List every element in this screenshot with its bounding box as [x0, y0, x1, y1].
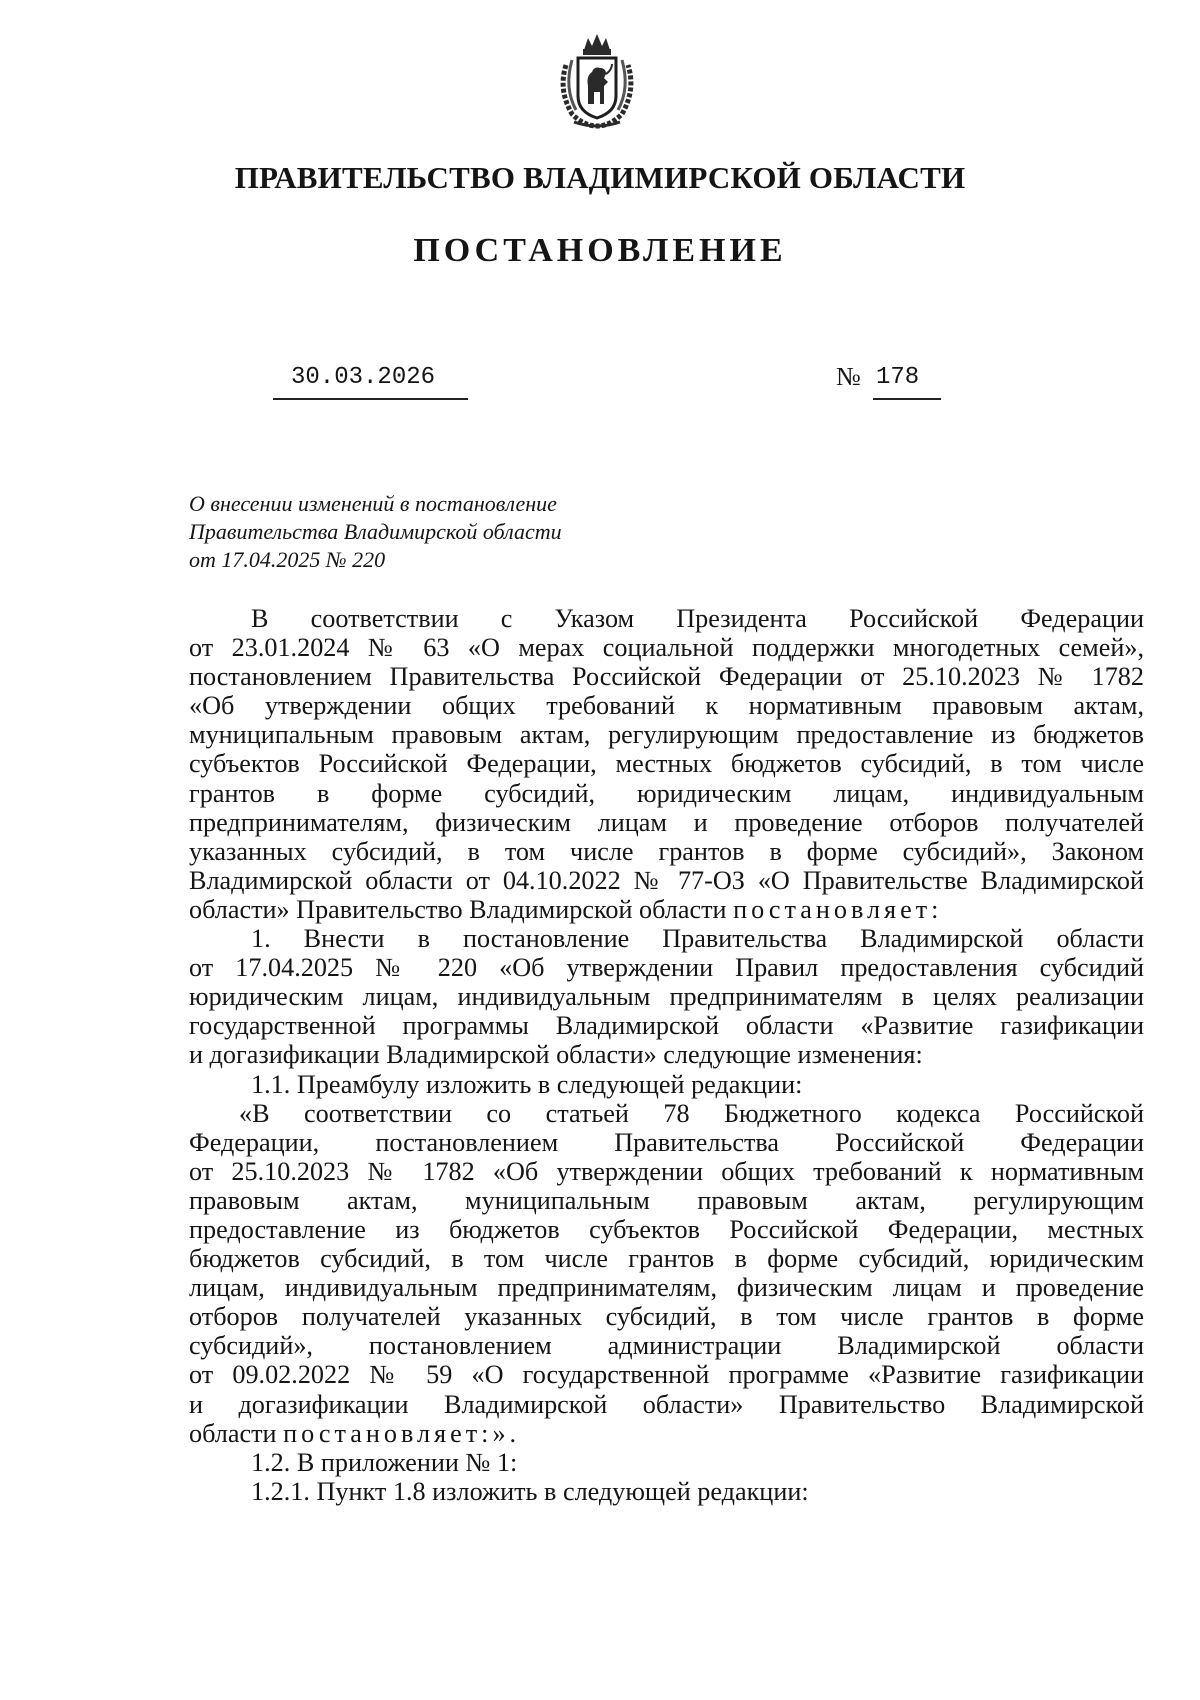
- body-line: постановлением Правительства Российской Федерации от 25.10.2023 № 1782: [189, 662, 1144, 692]
- body-line: 1.1. Преамбулу изложить в следующей редакции:: [251, 1069, 803, 1099]
- coat-of-arms-icon: [554, 30, 640, 130]
- subject-line: от 17.04.2025 № 220: [189, 547, 386, 572]
- document-subject: [189, 490, 562, 574]
- body-line: 1. Внести в постановление Правительства Владимирской области: [251, 924, 1144, 954]
- body-line: «В соответствии со статьей 78 Бюджетного кодекса Российской: [239, 1098, 1144, 1128]
- body-line: «Об утверждении общих требований к нормативным правовым актам,: [189, 691, 1144, 721]
- body-line: субъектов Российской Федерации, местных бюджетов субсидий, в том числе: [189, 749, 1144, 779]
- subject-line: О внесении изменений в постановление: [189, 491, 557, 516]
- body-line: предоставление из бюджетов субъектов Российской Федерации, местных: [189, 1214, 1144, 1244]
- body-line: субсидий», постановлением администрации Владимирской области: [189, 1331, 1144, 1361]
- organization-name: ПРАВИТЕЛЬСТВО ВЛАДИМИРСКОЙ ОБЛАСТИ: [234, 160, 966, 195]
- document-type: ПОСТАНОВЛЕНИЕ: [413, 232, 787, 269]
- body-line-text: области» Правительство Владимирской области: [189, 894, 727, 924]
- document-number: 178: [876, 364, 920, 391]
- decree-word: постановляет:».: [283, 1418, 521, 1448]
- body-line: грантов в форме субсидий, юридическим лицам, индивидуальным: [189, 778, 1144, 808]
- body-line: от 09.02.2022 № 59 «О государственной программе «Развитие газификации: [189, 1360, 1144, 1390]
- body-line: предпринимателям, физическим лицам и проведение отборов получателей: [189, 807, 1144, 837]
- body-line: бюджетов субсидий, в том числе грантов в форме субсидий, юридическим: [189, 1244, 1144, 1274]
- body-line: [189, 895, 1144, 924]
- body-line: от 25.10.2023 № 1782 «Об утверждении общих требований к нормативным: [189, 1156, 1144, 1186]
- body-line: отборов получателей указанных субсидий, в том числе грантов в форме: [189, 1302, 1144, 1332]
- body-line: от 23.01.2024 № 63 «О мерах социальной поддержки многодетных семей»,: [189, 633, 1144, 663]
- body-line: правовым актам, муниципальным правовым актам, регулирующим: [189, 1185, 1144, 1215]
- document-body: [189, 604, 1144, 1506]
- body-line: юридическим лицам, индивидуальным предпринимателям в целях реализации: [189, 982, 1144, 1012]
- body-line: лицам, индивидуальным предпринимателям, физическим лицам и проведение: [189, 1273, 1144, 1303]
- number-sign: №: [836, 362, 861, 391]
- body-line: указанных субсидий, в том числе грантов в форме субсидий», Законом: [189, 836, 1144, 866]
- document-number-field: [873, 362, 941, 400]
- decree-word: постановляет:: [733, 894, 943, 924]
- body-line: Владимирской области от 04.10.2022 № 77-ОЗ «О Правительстве Владимирской: [189, 865, 1144, 895]
- body-line: от 17.04.2025 № 220 «Об утверждении Правил предоставления субсидий: [189, 953, 1144, 983]
- body-line: В соответствии с Указом Президента Российской Федерации: [251, 604, 1144, 633]
- body-line: 1.2.1. Пункт 1.8 изложить в следующей редакции:: [251, 1476, 809, 1506]
- body-line: [189, 1419, 1144, 1448]
- document-date: 30.03.2026: [291, 364, 436, 391]
- body-line-text: области: [189, 1418, 277, 1448]
- body-line: 1.2. В приложении № 1:: [251, 1447, 518, 1477]
- subject-line: Правительства Владимирской области: [189, 519, 562, 544]
- body-line: муниципальным правовым актам, регулирующим предоставление из бюджетов: [189, 720, 1144, 750]
- document-date-field: [273, 362, 468, 400]
- body-line: и догазификации Владимирской области» Правительство Владимирской: [189, 1389, 1144, 1419]
- body-line: Федерации, постановлением Правительства Российской Федерации: [189, 1127, 1144, 1157]
- body-line: государственной программы Владимирской области «Развитие газификации: [189, 1011, 1144, 1041]
- body-line: и догазификации Владимирской области» следующие изменения:: [189, 1040, 923, 1070]
